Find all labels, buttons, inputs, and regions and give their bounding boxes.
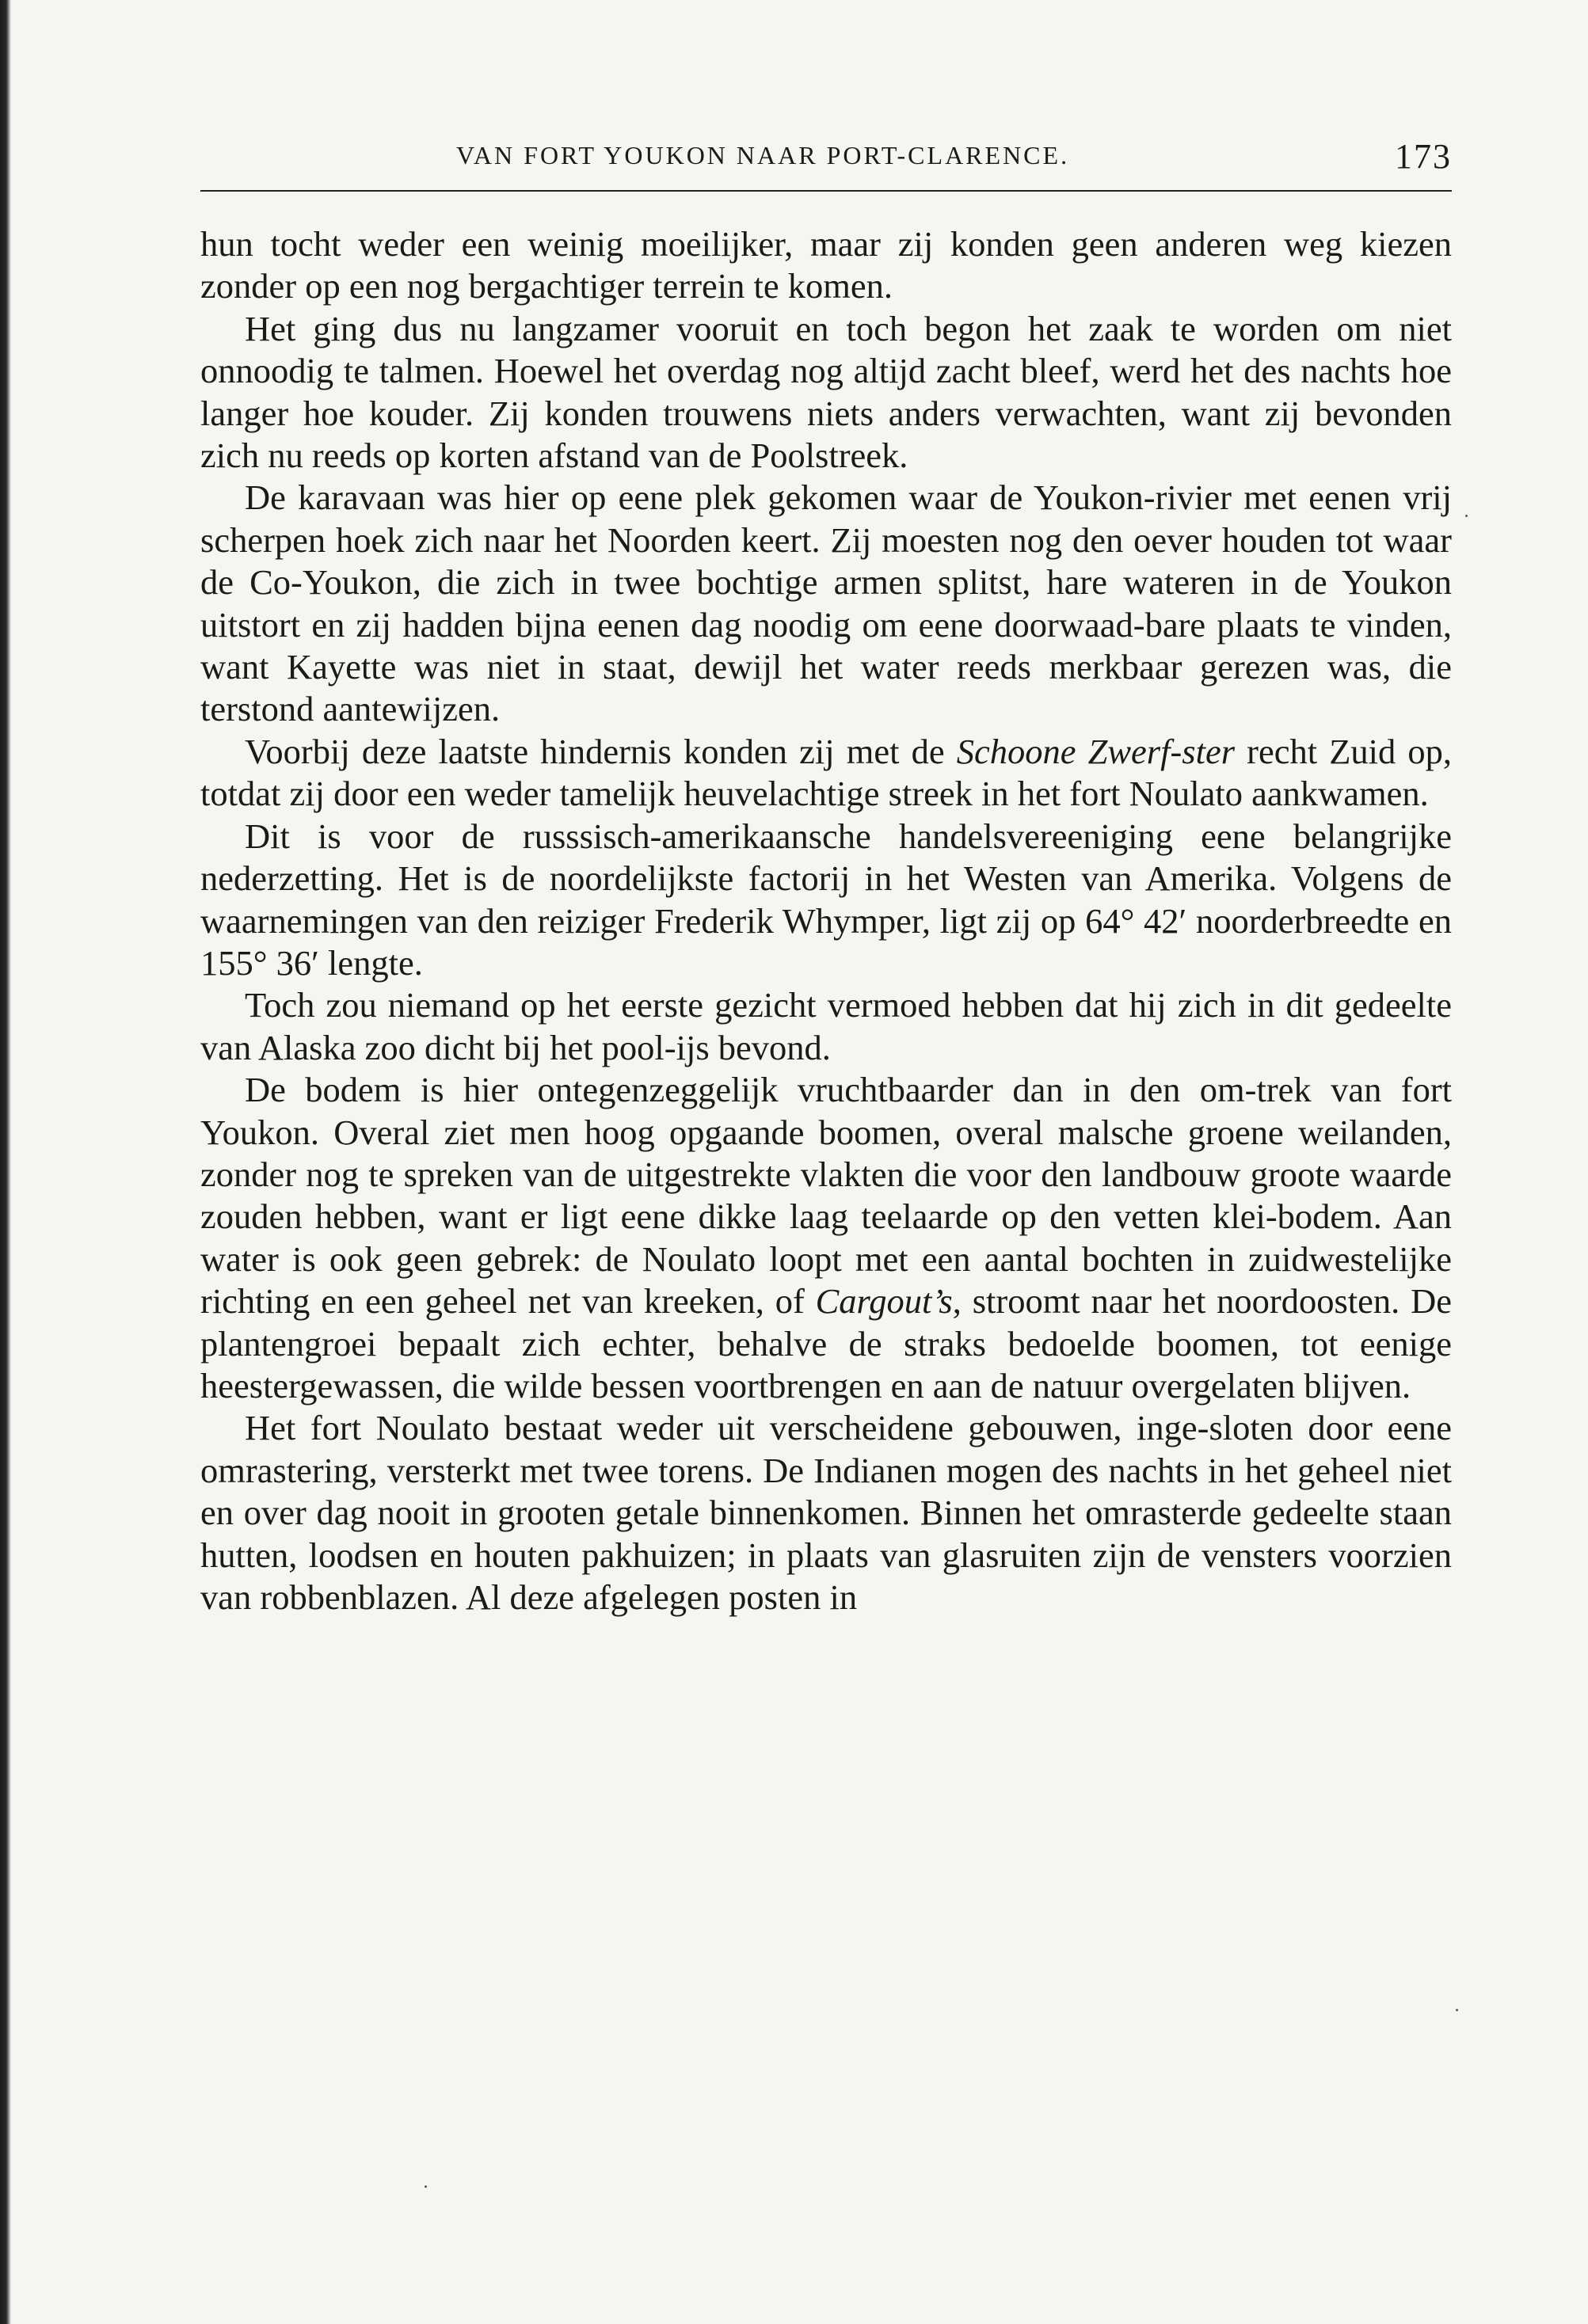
paragraph-text: Voorbij deze laatste hindernis konden zij met de xyxy=(245,731,957,771)
header-rule xyxy=(200,190,1452,192)
paragraph xyxy=(200,223,1452,308)
print-speck xyxy=(425,2185,427,2188)
binding-edge xyxy=(0,0,11,2324)
paragraph-text: Toch zou niemand op het eerste gezicht vermoed hebben dat hij zich in dit gedeelte van Alaska zoo dicht bij het pool-ijs bevond. xyxy=(200,985,1452,1067)
paragraph-text: De karavaan was hier op eene plek gekomen waar de Youkon-rivier met eenen vrij scherpen hoek zich naar het Noorden keert. Zij moesten nog den oever houden tot waar de Co-Youkon, die zich in twee bochtige armen splitst, hare wateren in de Youkon uitstort en zij hadden bijna eenen dag noodig om eene doorwaad-bare plaats te vinden, want Kayette was niet in staat, dewijl het water reeds merkbaar gerezen was, die terstond aantewijzen. xyxy=(200,477,1452,729)
paragraph-text: , stroomt naar het noordoosten. De plantengroei bepaalt zich echter, behalve de straks bedoelde boomen, tot eenige heestergewassen, die wilde bessen voortbrengen en aan de natuur overgelaten blijven. xyxy=(200,1281,1452,1405)
page-number: 173 xyxy=(1395,137,1452,176)
paragraph-text: hun tocht weder een weinig moeilijker, maar zij konden geen anderen weg kiezen zonder op een nog bergachtiger terrein te komen. xyxy=(200,224,1452,306)
paragraph xyxy=(200,816,1452,985)
paragraph xyxy=(200,984,1452,1069)
print-speck xyxy=(1456,2009,1458,2011)
paragraph-text: De bodem is hier ontegenzeggelijk vruchtbaarder dan in den om-trek van fort Youkon. Overal ziet men hoog opgaande boomen, overal malsche groene weilanden, zonder nog te spreken van de uitgestrekte vlakten die voor den landbouw groote waarde zouden hebben, want er ligt eene dikke laag teelaarde op den vetten klei-bodem. Aan water is ook geen gebrek: de Noulato loopt met een aantal bochten in zuidwestelijke richting en een geheel net van kreeken, of xyxy=(200,1070,1452,1322)
paragraph xyxy=(200,731,1452,816)
paragraph-text: recht Zuid op, totdat zij door een weder tamelijk heuvelachtige streek in het fort Noulato aankwamen. xyxy=(200,731,1453,814)
italic-title: Schoone Zwerf-ster xyxy=(956,731,1236,771)
paragraph-text: Dit is voor de russsisch-amerikaansche handelsvereeniging eene belangrijke nederzetting. Het is de noordelijkste factorij in het Westen van Amerika. Volgens de waarnemingen van den reiziger Frederik Whymper, ligt zij op 64° 42′ noorderbreedte en 155° 36′ lengte. xyxy=(200,816,1452,983)
paragraph xyxy=(200,1069,1452,1407)
italic-title: Cargout’s xyxy=(815,1281,953,1322)
body-text xyxy=(200,223,1452,1618)
running-head xyxy=(200,119,1452,182)
book-page xyxy=(200,119,1452,1618)
print-speck xyxy=(1465,515,1468,517)
paragraph-text: Het fort Noulato bestaat weder uit verscheidene gebouwen, inge-sloten door eene omrastering, versterkt met twee torens. De Indianen mogen des nachts in het geheel niet en over dag nooit in grooten getale binnenkomen. Binnen het omrasterde gedeelte staan hutten, loodsen en houten pakhuizen; in plaats van glasruiten zijn de vensters voorzien van robbenblazen. Al deze afgelegen posten in xyxy=(200,1408,1452,1617)
paragraph xyxy=(200,308,1452,477)
paragraph xyxy=(200,477,1452,730)
paragraph-text: Het ging dus nu langzamer vooruit en toch begon het zaak te worden om niet onnoodig te talmen. Hoewel het overdag nog altijd zacht bleef, werd het des nachts hoe langer hoe kouder. Zij konden trouwens niets anders verwachten, want zij bevonden zich nu reeds op korten afstand van de Poolstreek. xyxy=(200,308,1452,476)
running-title: VAN FORT YOUKON NAAR PORT-CLARENCE. xyxy=(455,141,1070,169)
paragraph xyxy=(200,1407,1452,1618)
